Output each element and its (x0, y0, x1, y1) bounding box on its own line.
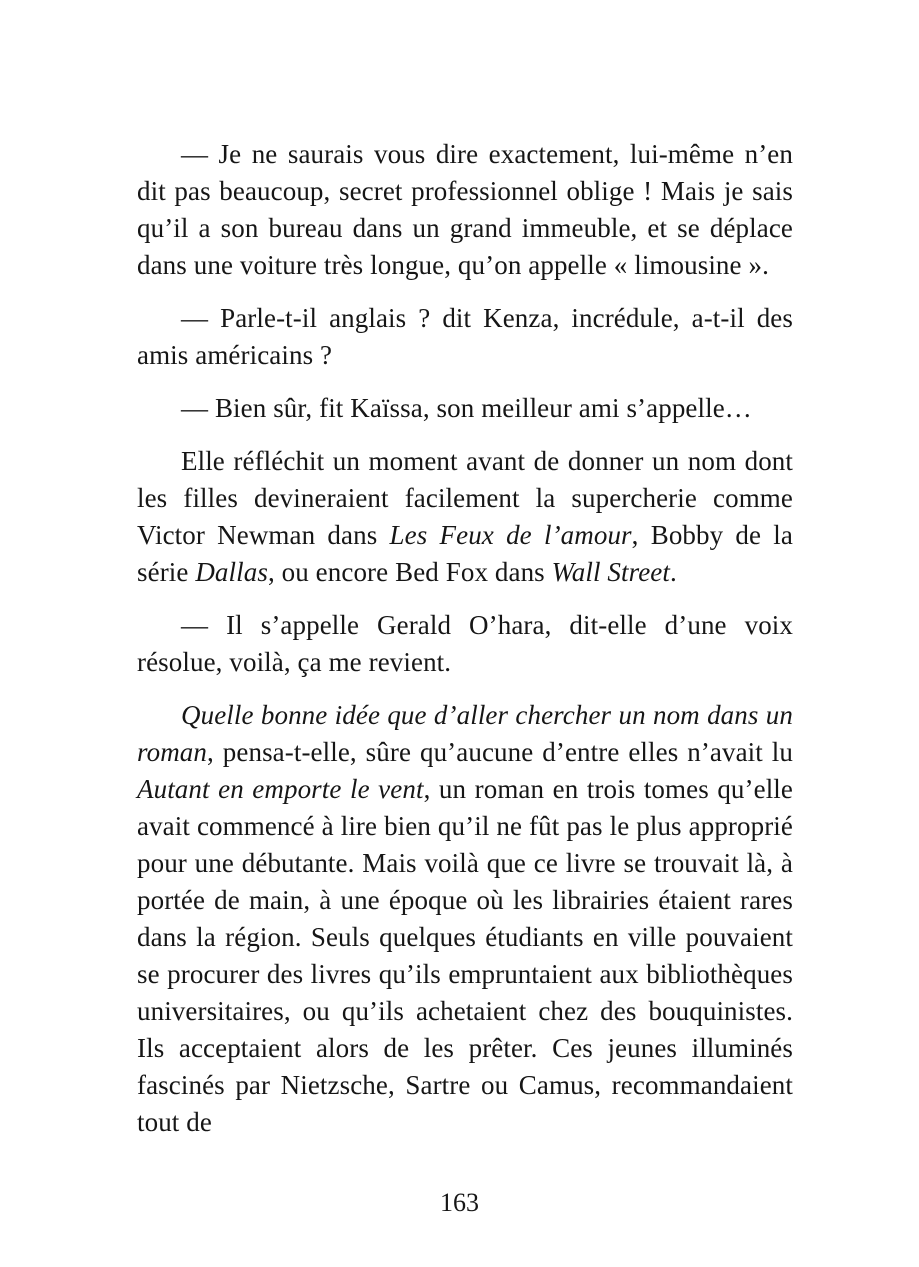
paragraph (137, 697, 793, 1141)
paragraph (137, 443, 793, 591)
text-run: , pensa-t-elle, sûre qu’aucune d’entre elles n’avait lu (207, 737, 793, 767)
text-run: , ou encore Bed Fox dans (267, 557, 552, 587)
text-run: , un roman en trois tomes qu’elle avait commencé à lire bien qu’il ne fût pas le plus approprié pour une débutante. Mais voilà que ce livre se trouvait là, à portée de main, à une époque où les librairies étaient rares dans la région. Seuls quelques étudiants en ville pouvaient se procurer des livres qu’ils empruntaient aux bibliothèques universitaires, ou qu’ils achetaient chez des bouquinistes. Ils acceptaient alors de les prêter. Ces jeunes illuminés fascinés par Nietzsche, Sartre ou Camus, recommandaient tout de (137, 774, 793, 1137)
text-run: Elle réfléchit un moment avant de donner un nom dont les filles devineraient facilement la supercherie comme Victor Newman dans (137, 446, 793, 550)
text-run: — Bien sûr, fit Kaïssa, son meilleur ami s’appelle… (181, 393, 752, 423)
paragraph (137, 136, 793, 284)
text-run: — Je ne saurais vous dire exactement, lui-même n’en dit pas beaucoup, secret professionnel oblige ! Mais je sais qu’il a son bureau dans un grand immeuble, et se déplace dans une voiture très longue, qu’on appelle « limousine ». (137, 139, 793, 280)
italic-text-run: Les Feux de l’amour (389, 520, 632, 550)
text-run: — Parle-t-il anglais ? dit Kenza, incrédule, a-t-il des amis américains ? (137, 303, 793, 370)
page-number: 163 (440, 1188, 479, 1217)
page-text (137, 136, 793, 1157)
text-run: . (669, 557, 677, 587)
italic-text-run: Autant en emporte le vent (137, 774, 424, 804)
paragraph (137, 300, 793, 374)
text-run: , Bobby de la série (137, 520, 793, 587)
paragraph (137, 390, 793, 427)
text-run: — Il s’appelle Gerald O’hara, dit-elle d’une voix résolue, voilà, ça me revient. (137, 610, 793, 677)
paragraph (137, 607, 793, 681)
italic-text-run: Dallas (195, 557, 268, 587)
italic-text-run: Wall Street (551, 557, 670, 587)
italic-text-run: Quelle bonne idée que d’aller chercher un nom dans un roman (137, 700, 793, 767)
